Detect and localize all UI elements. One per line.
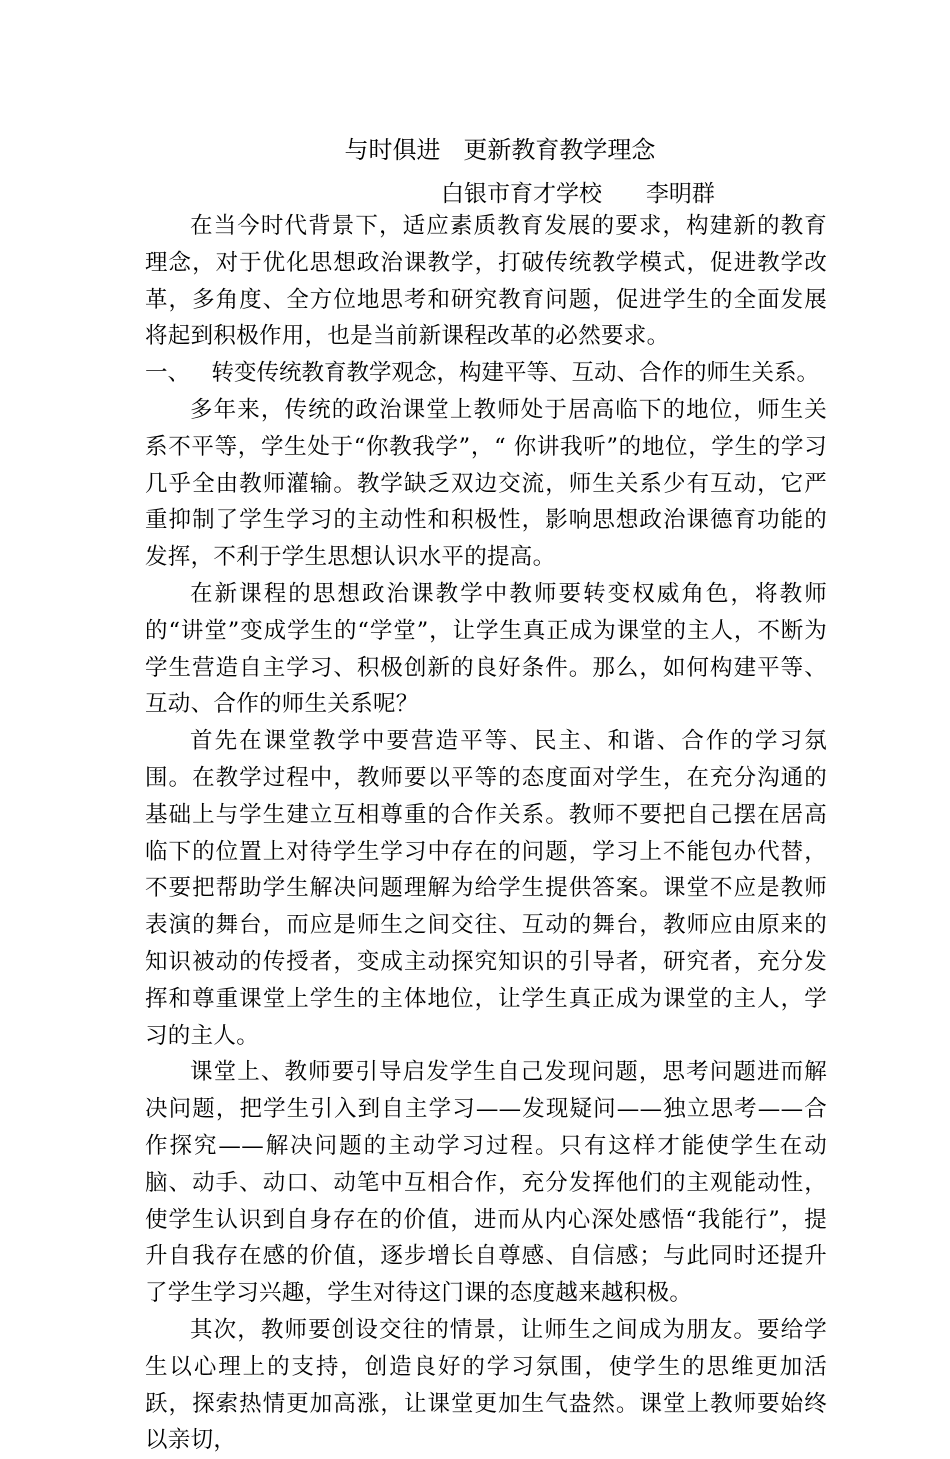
document-title: 与时俱进 更新教育教学理念 [344, 136, 656, 164]
document-body [145, 208, 827, 1459]
paragraph: 首先在课堂教学中要营造平等、民主、和谐、合作的学习氛围。在教学过程中，教师要以平等的态度面对学生，在充分沟通的基础上与学生建立互相尊重的合作关系。教师不要把自己摆在居高临下的位置上对待学生学习中存在的问题，学习上不能包办代替，不要把帮助学生解决问题理解为给学生提供答案。课堂不应是教师表演的舞台，而应是师生之间交往、互动的舞台，教师应由原来的知识被动的传授者，变成主动探究知识的引导者，研究者，充分发挥和尊重课堂上学生的主体地位，让学生真正成为课堂的主人，学习的主人。 [145, 728, 827, 1049]
section-heading: 一、 转变传统教育教学观念，构建平等、互动、合作的师生关系。 [145, 360, 819, 387]
paragraph-intro: 在当今时代背景下，适应素质教育发展的要求，构建新的教育理念，对于优化思想政治课教学，打破传统教学模式，促进教学改革，多角度、全方位地思考和研究教育问题，促进学生的全面发展将起到积极作用，也是当前新课程改革的必然要求。 [145, 213, 827, 350]
paragraph: 课堂上、教师要引导启发学生自己发现问题，思考问题进而解决问题，把学生引入到自主学习——发现疑问——独立思考——合作探究——解决问题的主动学习过程。只有这样才能使学生在动脑、动手、动口、动笔中互相合作，充分发挥他们的主观能动性，使学生认识到自身存在的价值，进而从内心深处感悟“我能行”，提升自我存在感的价值，逐步增长自尊感、自信感；与此同时还提升了学生学习兴趣，学生对待这门课的态度越来越积极。 [145, 1059, 827, 1307]
paragraph: 其次，教师要创设交往的情景，让师生之间成为朋友。要给学生以心理上的支持，创造良好的学习氛围，使学生的思维更加活跃，探索热情更加高涨，让课堂更加生气盎然。课堂上教师要始终以亲切， [145, 1316, 827, 1454]
author-line: 白银市育才学校 李明群 [441, 181, 715, 207]
paragraph: 在新课程的思想政治课教学中教师要转变权威角色，将教师的“讲堂”变成学生的“学堂”，让学生真正成为课堂的主人，不断为学生营造自主学习、积极创新的良好条件。那么，如何构建平等、互动、合作的师生关系呢？ [145, 580, 827, 718]
paragraph: 多年来，传统的政治课堂上教师处于居高临下的地位，师生关系不平等，学生处于“你教我学”，“ 你讲我听”的地位，学生的学习几乎全由教师灌输。教学缺乏双边交流，师生关系少有互动，它严重抑制了学生学习的主动性和积极性，影响思想政治课德育功能的发挥，不利于学生思想认识水平的提高。 [145, 396, 827, 571]
